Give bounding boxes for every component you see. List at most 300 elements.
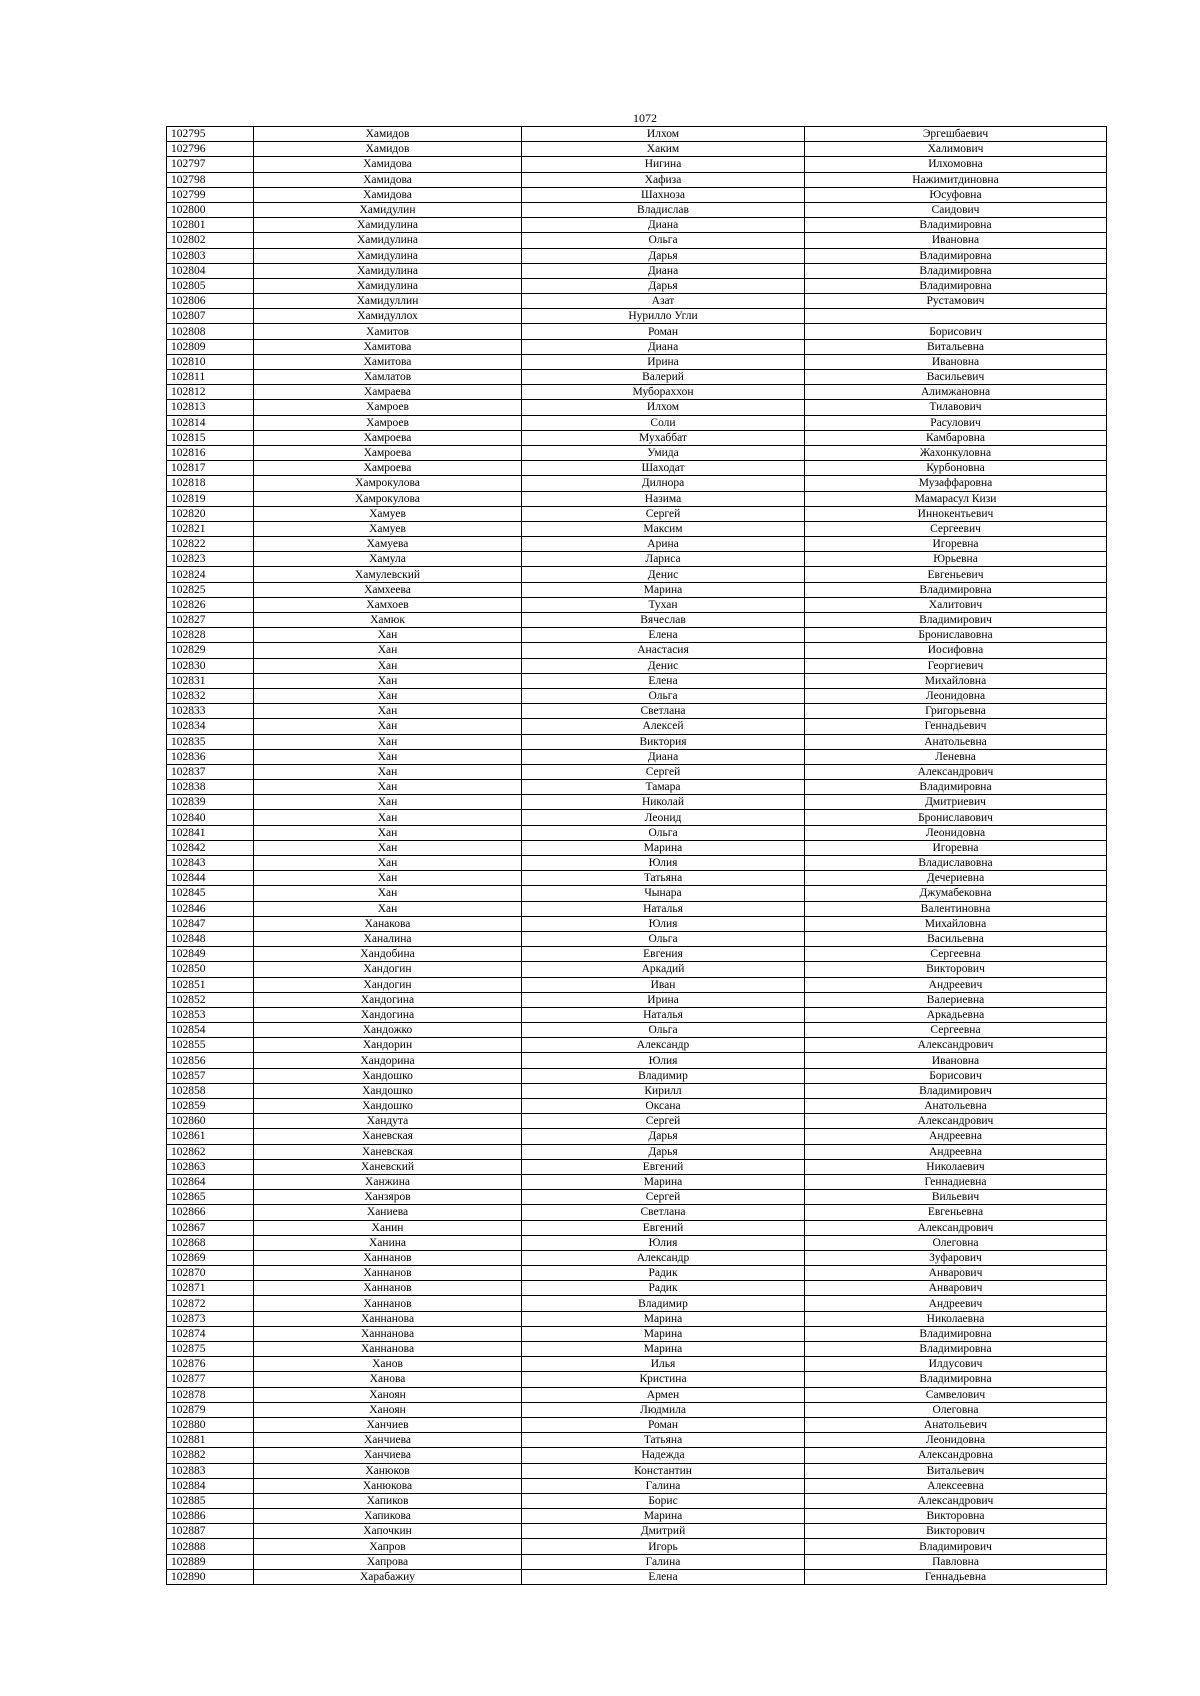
record-number-cell: 102851 (167, 977, 254, 992)
first-name-cell: Лариса (522, 552, 805, 567)
patronymic-cell: Витальевич (805, 1463, 1107, 1478)
last-name-cell: Ханин (254, 1220, 522, 1235)
record-number-cell: 102817 (167, 461, 254, 476)
first-name-cell: Елена (522, 628, 805, 643)
patronymic-cell: Андреевна (805, 1129, 1107, 1144)
record-number-cell: 102799 (167, 187, 254, 202)
last-name-cell: Хандогин (254, 962, 522, 977)
last-name-cell: Хамроева (254, 461, 522, 476)
table-row (167, 370, 1107, 385)
patronymic-cell: Саидович (805, 202, 1107, 217)
first-name-cell: Дилнора (522, 476, 805, 491)
first-name-cell: Назима (522, 491, 805, 506)
record-number-cell: 102828 (167, 628, 254, 643)
first-name-cell: Наталья (522, 901, 805, 916)
patronymic-cell: Владимировна (805, 780, 1107, 795)
record-number-cell: 102872 (167, 1296, 254, 1311)
record-number-cell: 102800 (167, 202, 254, 217)
record-number-cell: 102845 (167, 886, 254, 901)
patronymic-cell: Сергеевна (805, 947, 1107, 962)
first-name-cell: Шахноза (522, 187, 805, 202)
first-name-cell: Диана (522, 218, 805, 233)
last-name-cell: Хамроев (254, 415, 522, 430)
first-name-cell: Елена (522, 673, 805, 688)
last-name-cell: Хамхоев (254, 597, 522, 612)
last-name-cell: Хамидов (254, 142, 522, 157)
first-name-cell: Кристина (522, 1372, 805, 1387)
record-number-cell: 102798 (167, 172, 254, 187)
last-name-cell: Хан (254, 704, 522, 719)
last-name-cell: Хамидулина (254, 233, 522, 248)
record-number-cell: 102801 (167, 218, 254, 233)
last-name-cell: Хапров (254, 1539, 522, 1554)
patronymic-cell: Иосифовна (805, 643, 1107, 658)
last-name-cell: Хамидулина (254, 218, 522, 233)
first-name-cell: Светлана (522, 1205, 805, 1220)
table-row (167, 1372, 1107, 1387)
record-number-cell: 102802 (167, 233, 254, 248)
last-name-cell: Хан (254, 673, 522, 688)
first-name-cell: Анастасия (522, 643, 805, 658)
first-name-cell: Владислав (522, 202, 805, 217)
last-name-cell: Ханина (254, 1235, 522, 1250)
first-name-cell: Юлия (522, 916, 805, 931)
patronymic-cell: Владимировна (805, 582, 1107, 597)
patronymic-cell: Олеговна (805, 1402, 1107, 1417)
last-name-cell: Ханнанов (254, 1250, 522, 1265)
patronymic-cell: Владимировна (805, 278, 1107, 293)
record-number-cell: 102878 (167, 1387, 254, 1402)
first-name-cell: Радик (522, 1281, 805, 1296)
record-number-cell: 102832 (167, 688, 254, 703)
registry-table (166, 126, 1107, 1585)
patronymic-cell: Владимирович (805, 613, 1107, 628)
table-row (167, 886, 1107, 901)
record-number-cell: 102850 (167, 962, 254, 977)
record-number-cell: 102849 (167, 947, 254, 962)
first-name-cell: Марина (522, 840, 805, 855)
record-number-cell: 102886 (167, 1509, 254, 1524)
table-row (167, 1296, 1107, 1311)
last-name-cell: Хандута (254, 1114, 522, 1129)
first-name-cell: Роман (522, 324, 805, 339)
first-name-cell: Марина (522, 1174, 805, 1189)
last-name-cell: Ханюков (254, 1463, 522, 1478)
record-number-cell: 102818 (167, 476, 254, 491)
record-number-cell: 102888 (167, 1539, 254, 1554)
last-name-cell: Хан (254, 764, 522, 779)
table-row (167, 1174, 1107, 1189)
patronymic-cell: Мамарасул Кизи (805, 491, 1107, 506)
last-name-cell: Хамидуллох (254, 309, 522, 324)
patronymic-cell: Музаффаровна (805, 476, 1107, 491)
record-number-cell: 102882 (167, 1448, 254, 1463)
record-number-cell: 102808 (167, 324, 254, 339)
table-row (167, 1326, 1107, 1341)
patronymic-cell: Владимирович (805, 1083, 1107, 1098)
table-row (167, 445, 1107, 460)
record-number-cell: 102855 (167, 1038, 254, 1053)
record-number-cell: 102890 (167, 1569, 254, 1584)
record-number-cell: 102889 (167, 1554, 254, 1569)
last-name-cell: Хамроев (254, 400, 522, 415)
patronymic-cell: Михайловна (805, 916, 1107, 931)
registry-body (167, 127, 1107, 1585)
record-number-cell: 102815 (167, 430, 254, 445)
first-name-cell: Дарья (522, 278, 805, 293)
record-number-cell: 102811 (167, 370, 254, 385)
first-name-cell: Сергей (522, 1114, 805, 1129)
last-name-cell: Хандогин (254, 977, 522, 992)
record-number-cell: 102830 (167, 658, 254, 673)
patronymic-cell: Тилавович (805, 400, 1107, 415)
table-row (167, 202, 1107, 217)
last-name-cell: Хандогина (254, 992, 522, 1007)
table-row (167, 278, 1107, 293)
patronymic-cell: Александровна (805, 1448, 1107, 1463)
first-name-cell: Дарья (522, 1144, 805, 1159)
table-row (167, 1493, 1107, 1508)
table-row (167, 1402, 1107, 1417)
table-row (167, 324, 1107, 339)
patronymic-cell: Геннадьевна (805, 1569, 1107, 1584)
record-number-cell: 102840 (167, 810, 254, 825)
last-name-cell: Ханоян (254, 1387, 522, 1402)
patronymic-cell: Аркадьевна (805, 1007, 1107, 1022)
record-number-cell: 102873 (167, 1311, 254, 1326)
record-number-cell: 102859 (167, 1099, 254, 1114)
patronymic-cell: Михайловна (805, 673, 1107, 688)
record-number-cell: 102868 (167, 1235, 254, 1250)
table-row (167, 780, 1107, 795)
last-name-cell: Ханиева (254, 1205, 522, 1220)
patronymic-cell: Леонидовна (805, 688, 1107, 703)
last-name-cell: Хан (254, 780, 522, 795)
patronymic-cell: Халитович (805, 597, 1107, 612)
table-row (167, 764, 1107, 779)
patronymic-cell: Ивановна (805, 354, 1107, 369)
patronymic-cell: Викторович (805, 1524, 1107, 1539)
last-name-cell: Ханалина (254, 931, 522, 946)
patronymic-cell: Владимировна (805, 1372, 1107, 1387)
record-number-cell: 102833 (167, 704, 254, 719)
first-name-cell: Людмила (522, 1402, 805, 1417)
patronymic-cell: Зуфарович (805, 1250, 1107, 1265)
record-number-cell: 102846 (167, 901, 254, 916)
record-number-cell: 102806 (167, 294, 254, 309)
patronymic-cell: Александрович (805, 1038, 1107, 1053)
first-name-cell: Владимир (522, 1068, 805, 1083)
record-number-cell: 102864 (167, 1174, 254, 1189)
patronymic-cell: Георгиевич (805, 658, 1107, 673)
first-name-cell: Евгений (522, 1159, 805, 1174)
last-name-cell: Хандожко (254, 1023, 522, 1038)
last-name-cell: Ханевская (254, 1129, 522, 1144)
last-name-cell: Хамидова (254, 187, 522, 202)
patronymic-cell: Ивановна (805, 233, 1107, 248)
last-name-cell: Хамидов (254, 127, 522, 142)
table-row (167, 810, 1107, 825)
record-number-cell: 102796 (167, 142, 254, 157)
patronymic-cell: Дмитриевич (805, 795, 1107, 810)
last-name-cell: Хамуев (254, 521, 522, 536)
table-row (167, 1266, 1107, 1281)
table-row (167, 1433, 1107, 1448)
last-name-cell: Хамидулин (254, 202, 522, 217)
record-number-cell: 102844 (167, 871, 254, 886)
last-name-cell: Хан (254, 795, 522, 810)
patronymic-cell: Алимжановна (805, 385, 1107, 400)
patronymic-cell: Игоревна (805, 840, 1107, 855)
table-row (167, 1159, 1107, 1174)
table-row (167, 947, 1107, 962)
table-row (167, 1235, 1107, 1250)
record-number-cell: 102863 (167, 1159, 254, 1174)
first-name-cell: Мухаббат (522, 430, 805, 445)
patronymic-cell (805, 309, 1107, 324)
table-row (167, 1068, 1107, 1083)
patronymic-cell: Витальевна (805, 339, 1107, 354)
record-number-cell: 102866 (167, 1205, 254, 1220)
last-name-cell: Ханевская (254, 1144, 522, 1159)
table-row (167, 1524, 1107, 1539)
last-name-cell: Хапрова (254, 1554, 522, 1569)
record-number-cell: 102831 (167, 673, 254, 688)
last-name-cell: Хамлатов (254, 370, 522, 385)
table-row (167, 1554, 1107, 1569)
table-row (167, 734, 1107, 749)
first-name-cell: Константин (522, 1463, 805, 1478)
last-name-cell: Ханоян (254, 1402, 522, 1417)
record-number-cell: 102881 (167, 1433, 254, 1448)
first-name-cell: Николай (522, 795, 805, 810)
table-row (167, 157, 1107, 172)
patronymic-cell: Рустамович (805, 294, 1107, 309)
first-name-cell: Иван (522, 977, 805, 992)
first-name-cell: Ольга (522, 825, 805, 840)
table-row (167, 187, 1107, 202)
table-row (167, 1007, 1107, 1022)
last-name-cell: Хамидулина (254, 248, 522, 263)
last-name-cell: Хапиков (254, 1493, 522, 1508)
record-number-cell: 102865 (167, 1190, 254, 1205)
last-name-cell: Ханчиева (254, 1433, 522, 1448)
last-name-cell: Хан (254, 658, 522, 673)
table-row (167, 415, 1107, 430)
patronymic-cell: Владимировна (805, 1342, 1107, 1357)
table-row (167, 901, 1107, 916)
record-number-cell: 102836 (167, 749, 254, 764)
patronymic-cell: Борисович (805, 324, 1107, 339)
patronymic-cell: Владиславовна (805, 856, 1107, 871)
table-row (167, 704, 1107, 719)
patronymic-cell: Леневна (805, 749, 1107, 764)
record-number-cell: 102839 (167, 795, 254, 810)
record-number-cell: 102842 (167, 840, 254, 855)
last-name-cell: Хамидова (254, 172, 522, 187)
table-row (167, 1342, 1107, 1357)
first-name-cell: Ирина (522, 992, 805, 1007)
last-name-cell: Хан (254, 825, 522, 840)
table-row (167, 749, 1107, 764)
last-name-cell: Хан (254, 628, 522, 643)
first-name-cell: Марина (522, 1342, 805, 1357)
first-name-cell: Илья (522, 1357, 805, 1372)
first-name-cell: Сергей (522, 764, 805, 779)
first-name-cell: Азат (522, 294, 805, 309)
first-name-cell: Диана (522, 263, 805, 278)
first-name-cell: Юлия (522, 856, 805, 871)
last-name-cell: Ханнанов (254, 1281, 522, 1296)
record-number-cell: 102867 (167, 1220, 254, 1235)
patronymic-cell: Андреевич (805, 1296, 1107, 1311)
last-name-cell: Хамрокулова (254, 491, 522, 506)
table-row (167, 1250, 1107, 1265)
last-name-cell: Хамхеева (254, 582, 522, 597)
first-name-cell: Денис (522, 658, 805, 673)
last-name-cell: Хапочкин (254, 1524, 522, 1539)
patronymic-cell: Андреевна (805, 1144, 1107, 1159)
patronymic-cell: Николаевна (805, 1311, 1107, 1326)
patronymic-cell: Анатольевна (805, 734, 1107, 749)
record-number-cell: 102871 (167, 1281, 254, 1296)
patronymic-cell: Владимирович (805, 1539, 1107, 1554)
table-row (167, 1144, 1107, 1159)
last-name-cell: Ханнанова (254, 1326, 522, 1341)
last-name-cell: Хамуев (254, 506, 522, 521)
last-name-cell: Хамрокулова (254, 476, 522, 491)
page-number: 1072 (633, 111, 657, 125)
last-name-cell: Хан (254, 871, 522, 886)
table-row (167, 1569, 1107, 1584)
table-row (167, 977, 1107, 992)
table-row (167, 1281, 1107, 1296)
record-number-cell: 102835 (167, 734, 254, 749)
table-row (167, 1038, 1107, 1053)
table-row (167, 400, 1107, 415)
first-name-cell: Юлия (522, 1053, 805, 1068)
last-name-cell: Хан (254, 840, 522, 855)
patronymic-cell: Александрович (805, 1114, 1107, 1129)
last-name-cell: Хамюк (254, 613, 522, 628)
first-name-cell: Кирилл (522, 1083, 805, 1098)
patronymic-cell: Александрович (805, 764, 1107, 779)
last-name-cell: Хандошко (254, 1083, 522, 1098)
first-name-cell: Нигина (522, 157, 805, 172)
patronymic-cell: Брониславовна (805, 628, 1107, 643)
record-number-cell: 102860 (167, 1114, 254, 1129)
record-number-cell: 102879 (167, 1402, 254, 1417)
first-name-cell: Арина (522, 537, 805, 552)
table-row (167, 476, 1107, 491)
first-name-cell: Радик (522, 1266, 805, 1281)
first-name-cell: Диана (522, 339, 805, 354)
record-number-cell: 102829 (167, 643, 254, 658)
patronymic-cell: Игоревна (805, 537, 1107, 552)
record-number-cell: 102819 (167, 491, 254, 506)
record-number-cell: 102843 (167, 856, 254, 871)
table-row (167, 916, 1107, 931)
table-row (167, 1463, 1107, 1478)
last-name-cell: Хан (254, 688, 522, 703)
table-row (167, 248, 1107, 263)
record-number-cell: 102804 (167, 263, 254, 278)
last-name-cell: Ханчиева (254, 1448, 522, 1463)
table-row (167, 1114, 1107, 1129)
record-number-cell: 102795 (167, 127, 254, 142)
table-row (167, 1478, 1107, 1493)
patronymic-cell: Анатольевна (805, 1099, 1107, 1114)
last-name-cell: Хамидулина (254, 263, 522, 278)
first-name-cell: Тухан (522, 597, 805, 612)
first-name-cell: Диана (522, 749, 805, 764)
record-number-cell: 102853 (167, 1007, 254, 1022)
patronymic-cell: Евгеньевич (805, 567, 1107, 582)
record-number-cell: 102847 (167, 916, 254, 931)
record-number-cell: 102852 (167, 992, 254, 1007)
table-row (167, 506, 1107, 521)
record-number-cell: 102876 (167, 1357, 254, 1372)
table-row (167, 127, 1107, 142)
record-number-cell: 102805 (167, 278, 254, 293)
patronymic-cell: Ивановна (805, 1053, 1107, 1068)
last-name-cell: Ханевский (254, 1159, 522, 1174)
record-number-cell: 102812 (167, 385, 254, 400)
first-name-cell: Надежда (522, 1448, 805, 1463)
record-number-cell: 102814 (167, 415, 254, 430)
last-name-cell: Хан (254, 719, 522, 734)
first-name-cell: Соли (522, 415, 805, 430)
record-number-cell: 102874 (167, 1326, 254, 1341)
last-name-cell: Хамроева (254, 445, 522, 460)
record-number-cell: 102848 (167, 931, 254, 946)
patronymic-cell: Владимировна (805, 263, 1107, 278)
table-row (167, 430, 1107, 445)
first-name-cell: Вячеслав (522, 613, 805, 628)
first-name-cell: Шаходат (522, 461, 805, 476)
patronymic-cell: Курбоновна (805, 461, 1107, 476)
first-name-cell: Ольга (522, 931, 805, 946)
first-name-cell: Максим (522, 521, 805, 536)
last-name-cell: Хандорин (254, 1038, 522, 1053)
table-row (167, 218, 1107, 233)
record-number-cell: 102809 (167, 339, 254, 354)
last-name-cell: Хандошко (254, 1068, 522, 1083)
last-name-cell: Хамуева (254, 537, 522, 552)
patronymic-cell: Викторович (805, 962, 1107, 977)
first-name-cell: Дмитрий (522, 1524, 805, 1539)
table-row (167, 552, 1107, 567)
last-name-cell: Харабажиу (254, 1569, 522, 1584)
first-name-cell: Тамара (522, 780, 805, 795)
patronymic-cell: Алексеевна (805, 1478, 1107, 1493)
table-row (167, 233, 1107, 248)
patronymic-cell: Самвелович (805, 1387, 1107, 1402)
first-name-cell: Оксана (522, 1099, 805, 1114)
record-number-cell: 102883 (167, 1463, 254, 1478)
last-name-cell: Хан (254, 810, 522, 825)
first-name-cell: Владимир (522, 1296, 805, 1311)
patronymic-cell: Брониславович (805, 810, 1107, 825)
first-name-cell: Евгения (522, 947, 805, 962)
first-name-cell: Ольга (522, 688, 805, 703)
table-row (167, 840, 1107, 855)
patronymic-cell: Юсуфовна (805, 187, 1107, 202)
table-row (167, 1083, 1107, 1098)
first-name-cell: Армен (522, 1387, 805, 1402)
patronymic-cell: Валериевна (805, 992, 1107, 1007)
patronymic-cell: Джумабековна (805, 886, 1107, 901)
